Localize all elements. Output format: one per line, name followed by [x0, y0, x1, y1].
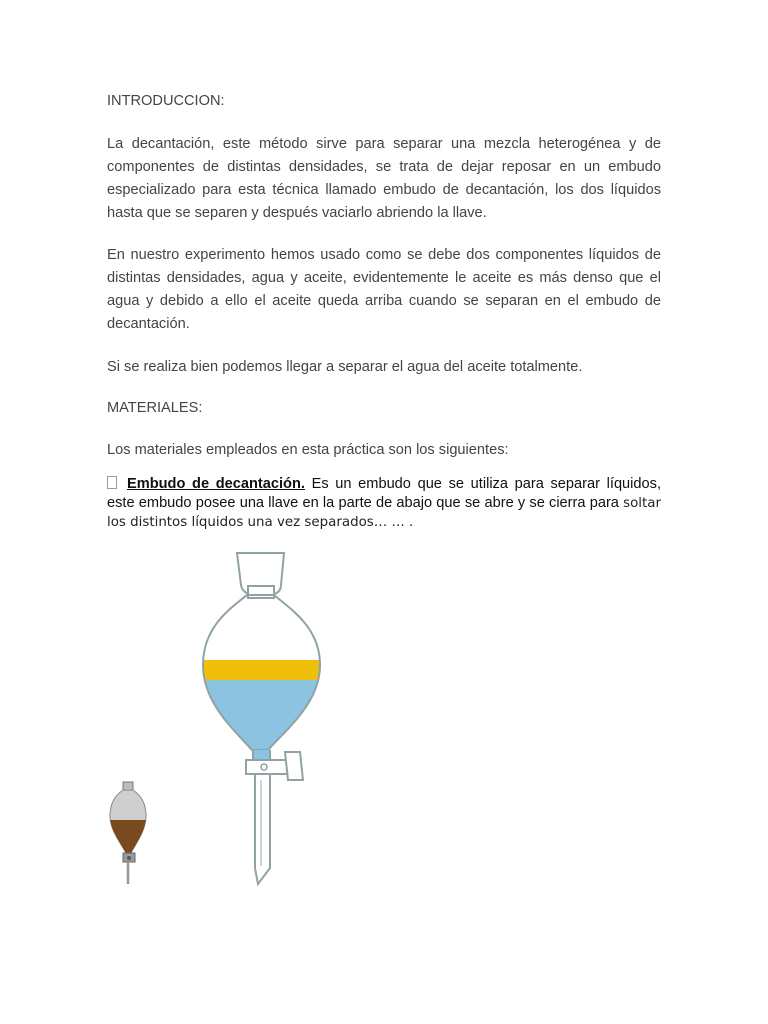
intro-paragraph-2: En nuestro experimento hemos usado como se debe dos componentes líquidos de distintas densidades, agua y aceite, evidentemente le aceite es más denso que el agua y debido a ello el aceite queda arriba cuando se separan en el embudo de decantación. [107, 247, 661, 332]
intro-paragraph-3: Si se realiza bien podemos llegar a separar el agua del aceite totalmente. [107, 359, 583, 375]
materials-heading: MATERIALES: [107, 400, 203, 416]
intro-heading: INTRODUCCION: [107, 93, 225, 109]
material-description-tail: soltar los distintos líquidos una vez separados… … . [107, 495, 661, 530]
materials-intro: Los materiales empleados en esta práctica son los siguientes: [107, 442, 509, 458]
material-term: Embudo de decantación. [127, 476, 305, 492]
material-description: Es un embudo que se utiliza para separar líquidos, este embudo posee una llave en la parte de abajo que se abre y se cierra para [107, 476, 661, 511]
intro-paragraph-1: La decantación, este método sirve para separar una mezcla heterogénea y de componentes de distintas densidades, se trata de dejar reposar en un embudo especializado para esta técnica llamado embudo de decantación, los dos líquidos hasta que se separen y después vaciarlo abriendo la llave. [107, 136, 661, 221]
